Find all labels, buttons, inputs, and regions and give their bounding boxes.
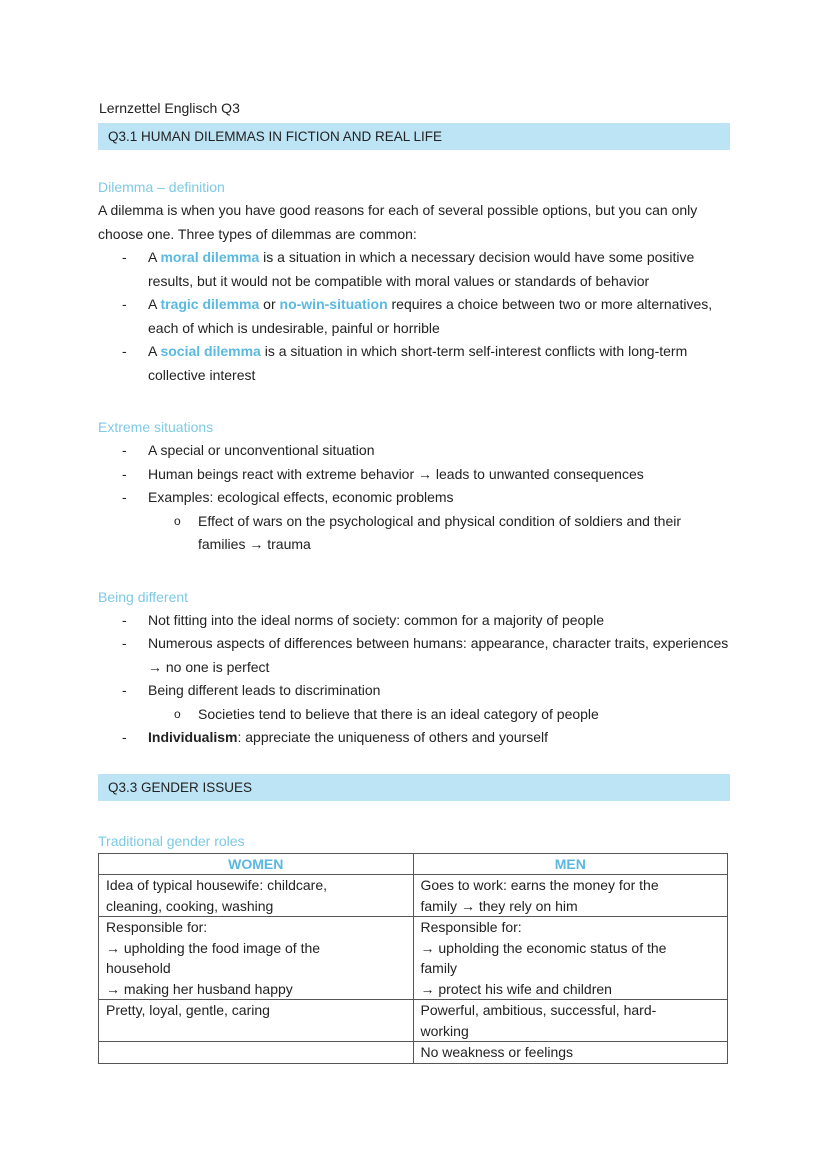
- dash-bullet: -: [122, 296, 127, 312]
- cell-line: Responsible for:: [420, 919, 522, 935]
- table-row: [99, 875, 728, 917]
- extreme-situations-list: [98, 439, 730, 557]
- list-item: - A social dilemma is a situation in which short-term self-interest conflicts with long-term collective interest: [98, 340, 730, 387]
- cell-line: [106, 1042, 406, 1063]
- table-row: [99, 1000, 728, 1042]
- list-item: - A special or unconventional situation: [98, 439, 730, 463]
- sublist-item: o Societies tend to believe that there is an ideal category of people: [148, 703, 730, 727]
- being-different-list: [98, 609, 730, 750]
- dash-bullet: -: [122, 465, 127, 482]
- circle-bullet-icon: o: [174, 706, 181, 721]
- list-item: - A tragic dilemma or no-win-situation requires a choice between two or more alternatives, each of which is undesirable, painful or horrible: [98, 293, 730, 340]
- table-cell-women: [99, 875, 414, 917]
- table-cell-women: [99, 1000, 414, 1042]
- extreme-sublist: [148, 510, 730, 557]
- dash-bullet: -: [122, 611, 127, 628]
- cell-line: → making her husband happy: [106, 980, 293, 997]
- table-cell-men: [413, 1000, 728, 1042]
- cell-line: → protect his wife and children: [420, 980, 612, 997]
- cell-line: household: [106, 960, 171, 976]
- dilemma-types-list: [98, 246, 730, 387]
- cell-line: Pretty, loyal, gentle, caring: [106, 1002, 270, 1018]
- term-individualism: Individualism: [148, 729, 238, 745]
- subheading-traditional-gender-roles: Traditional gender roles: [98, 832, 245, 849]
- cell-line: family → they rely on him: [420, 897, 578, 914]
- document-page: [98, 99, 730, 1064]
- table-row: [99, 1042, 728, 1064]
- list-item: - Examples: ecological effects, economic problems o Effect of wars on the psychological and physical condition of soldiers and their families → trauma: [98, 486, 730, 557]
- column-header-women: WOMEN: [99, 853, 414, 875]
- gender-roles-table: [98, 853, 728, 1064]
- section-heading-gender-issues: Q3.3 GENDER ISSUES: [98, 774, 730, 801]
- subheading-extreme-situations: Extreme situations: [98, 419, 214, 435]
- document-title: Lernzettel Englisch Q3: [99, 100, 240, 116]
- dilemma-intro: A dilemma is when you have good reasons for each of several possible options, but you can only choose one. Three types of dilemmas are common:: [98, 202, 698, 242]
- dash-bullet: -: [122, 249, 127, 265]
- table-cell-women: [99, 917, 414, 1000]
- section-heading-human-dilemmas: Q3.1 HUMAN DILEMMAS IN FICTION AND REAL LIFE: [98, 123, 730, 150]
- cell-line: working: [420, 1022, 469, 1039]
- list-item: - Individualism: appreciate the uniqueness of others and yourself: [98, 726, 730, 750]
- circle-bullet-icon: o: [174, 513, 181, 528]
- dash-bullet: -: [122, 442, 127, 458]
- list-item: - Numerous aspects of differences between humans: appearance, character traits, experiences → no one is perfect: [98, 632, 730, 679]
- table-cell-men: [413, 875, 728, 917]
- list-item: - A moral dilemma is a situation in which a necessary decision would have some positive results, but it would not be compatible with moral values or standards of behavior: [98, 246, 730, 293]
- table-cell-women: [99, 1042, 414, 1064]
- cell-line: Goes to work: earns the money for the: [420, 877, 659, 893]
- cell-line: Powerful, ambitious, successful, hard-: [420, 1002, 657, 1018]
- gender-roles-table-body: [99, 875, 728, 1064]
- term-tragic-dilemma: tragic dilemma: [160, 296, 260, 312]
- cell-line: Responsible for:: [106, 919, 208, 935]
- list-item: - Not fitting into the ideal norms of society: common for a majority of people: [98, 609, 730, 633]
- term-social-dilemma: social dilemma: [160, 343, 261, 359]
- cell-line: family: [420, 960, 458, 976]
- dash-bullet: -: [122, 729, 127, 745]
- list-item: - Being different leads to discrimination o Societies tend to believe that there is an ideal category of people: [98, 679, 730, 726]
- dash-bullet: -: [122, 343, 127, 359]
- subheading-being-different: Being different: [98, 588, 189, 605]
- table-header-row: [99, 853, 728, 875]
- term-moral-dilemma: moral dilemma: [160, 249, 260, 265]
- table-row: [99, 917, 728, 1000]
- list-item: - Human beings react with extreme behavior → leads to unwanted consequences: [98, 463, 730, 487]
- column-header-men: MEN: [413, 853, 728, 875]
- subheading-dilemma-definition: Dilemma – definition: [98, 179, 225, 195]
- cell-line: Idea of typical housewife: childcare,: [106, 877, 328, 893]
- dash-bullet: -: [122, 489, 127, 505]
- table-cell-men: [413, 917, 728, 1000]
- cell-line: No weakness or feelings: [420, 1044, 574, 1060]
- cell-line: cleaning, cooking, washing: [106, 897, 274, 914]
- sublist-item: o Effect of wars on the psychological and physical condition of soldiers and their families → trauma: [148, 510, 730, 557]
- table-cell-men: [413, 1042, 728, 1064]
- term-no-win-situation: no-win-situation: [279, 296, 388, 312]
- dash-bullet: -: [122, 635, 127, 651]
- dash-bullet: -: [122, 682, 127, 698]
- cell-line: → upholding the economic status of the: [420, 939, 667, 956]
- being-different-sublist: [148, 703, 730, 727]
- cell-line: → upholding the food image of the: [106, 939, 321, 956]
